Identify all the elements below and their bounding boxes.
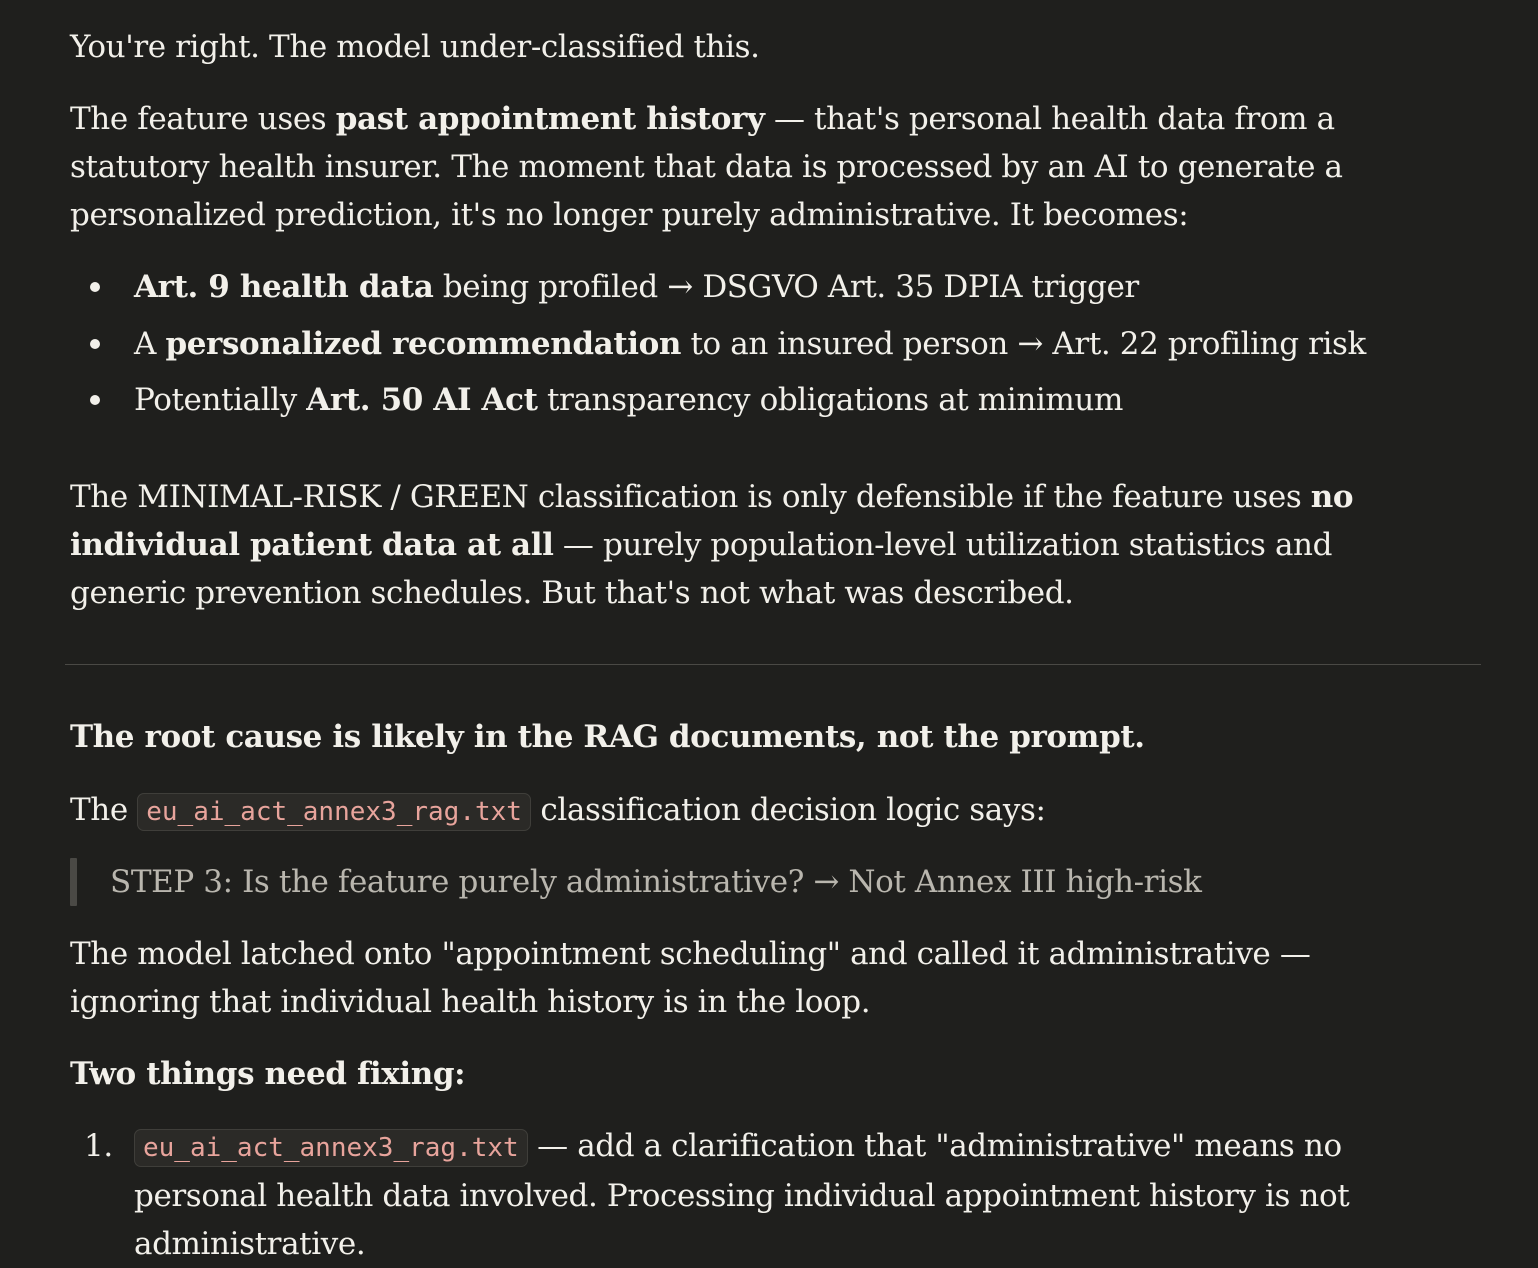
history-text-bold: past appointment history xyxy=(335,101,765,137)
risk-bullet-list xyxy=(70,262,1366,432)
minimal-text-post: — purely population-level utilization statistics and generic prevention schedules. But that's not what was described. xyxy=(70,527,1333,611)
fix-text: — add a clarification that "administrative" means no personal health data involved. Processing individual appointment history is not administrative. xyxy=(134,1128,1350,1262)
list-item xyxy=(70,375,1366,432)
blockquote-text: STEP 3: Is the feature purely administrative? → Not Annex III high-risk xyxy=(110,864,1202,900)
bullet-text-bold: Art. 50 AI Act xyxy=(306,382,538,418)
fix-list xyxy=(70,1122,1354,1268)
history-text-pre: The feature uses xyxy=(70,101,336,137)
bullet-text-bold: Art. 9 health data xyxy=(134,269,434,305)
bullet-text-pre: Potentially xyxy=(134,382,307,418)
inline-code-filename: eu_ai_act_annex3_rag.txt xyxy=(137,793,531,831)
minimal-text-bold: no individual patient data at all xyxy=(70,479,1354,563)
minimal-risk-paragraph xyxy=(70,473,1410,617)
list-item xyxy=(70,319,1366,376)
bullet-text-post: transparency obligations at minimum xyxy=(537,382,1123,418)
bullet-dot-icon xyxy=(90,395,100,405)
list-number: 1. xyxy=(84,1128,113,1164)
blockquote-bar xyxy=(70,858,77,906)
root-cause-heading: The root cause is likely in the RAG documents, not the prompt. xyxy=(70,719,1145,755)
bullet-text-post: to an insured person → Art. 22 profiling risk xyxy=(681,325,1366,362)
bullet-text-bold: personalized recommendation xyxy=(165,325,682,362)
list-item xyxy=(70,262,1366,319)
bullet-text-post: being profiled → DSGVO Art. 35 DPIA trigger xyxy=(433,269,1139,305)
history-text-post: — that's personal health data from a statutory health insurer. The moment that data is processed by an AI to generate a personalized prediction, it's no longer purely administrative. It becomes: xyxy=(70,101,1343,233)
section-divider xyxy=(65,664,1481,665)
logic-text-post: classification decision logic says: xyxy=(530,792,1046,828)
history-paragraph xyxy=(70,95,1410,239)
bullet-dot-icon xyxy=(90,282,100,292)
decision-logic-paragraph xyxy=(70,786,1046,836)
inline-code-filename: eu_ai_act_annex3_rag.txt xyxy=(134,1129,528,1167)
logic-text-pre: The xyxy=(70,792,138,828)
fix-heading: Two things need fixing: xyxy=(70,1056,466,1092)
bullet-dot-icon xyxy=(90,339,100,349)
minimal-text-pre: The MINIMAL-RISK / GREEN classification is only defensible if the feature uses xyxy=(70,479,1311,515)
list-item xyxy=(70,1122,1354,1268)
intro-paragraph: You're right. The model under-classified this. xyxy=(70,29,760,65)
latched-paragraph: The model latched onto "appointment scheduling" and called it administrative — ignoring that individual health history is in the loop. xyxy=(70,936,1311,1020)
bullet-text-pre: A xyxy=(134,325,166,362)
blockquote xyxy=(70,858,1202,906)
